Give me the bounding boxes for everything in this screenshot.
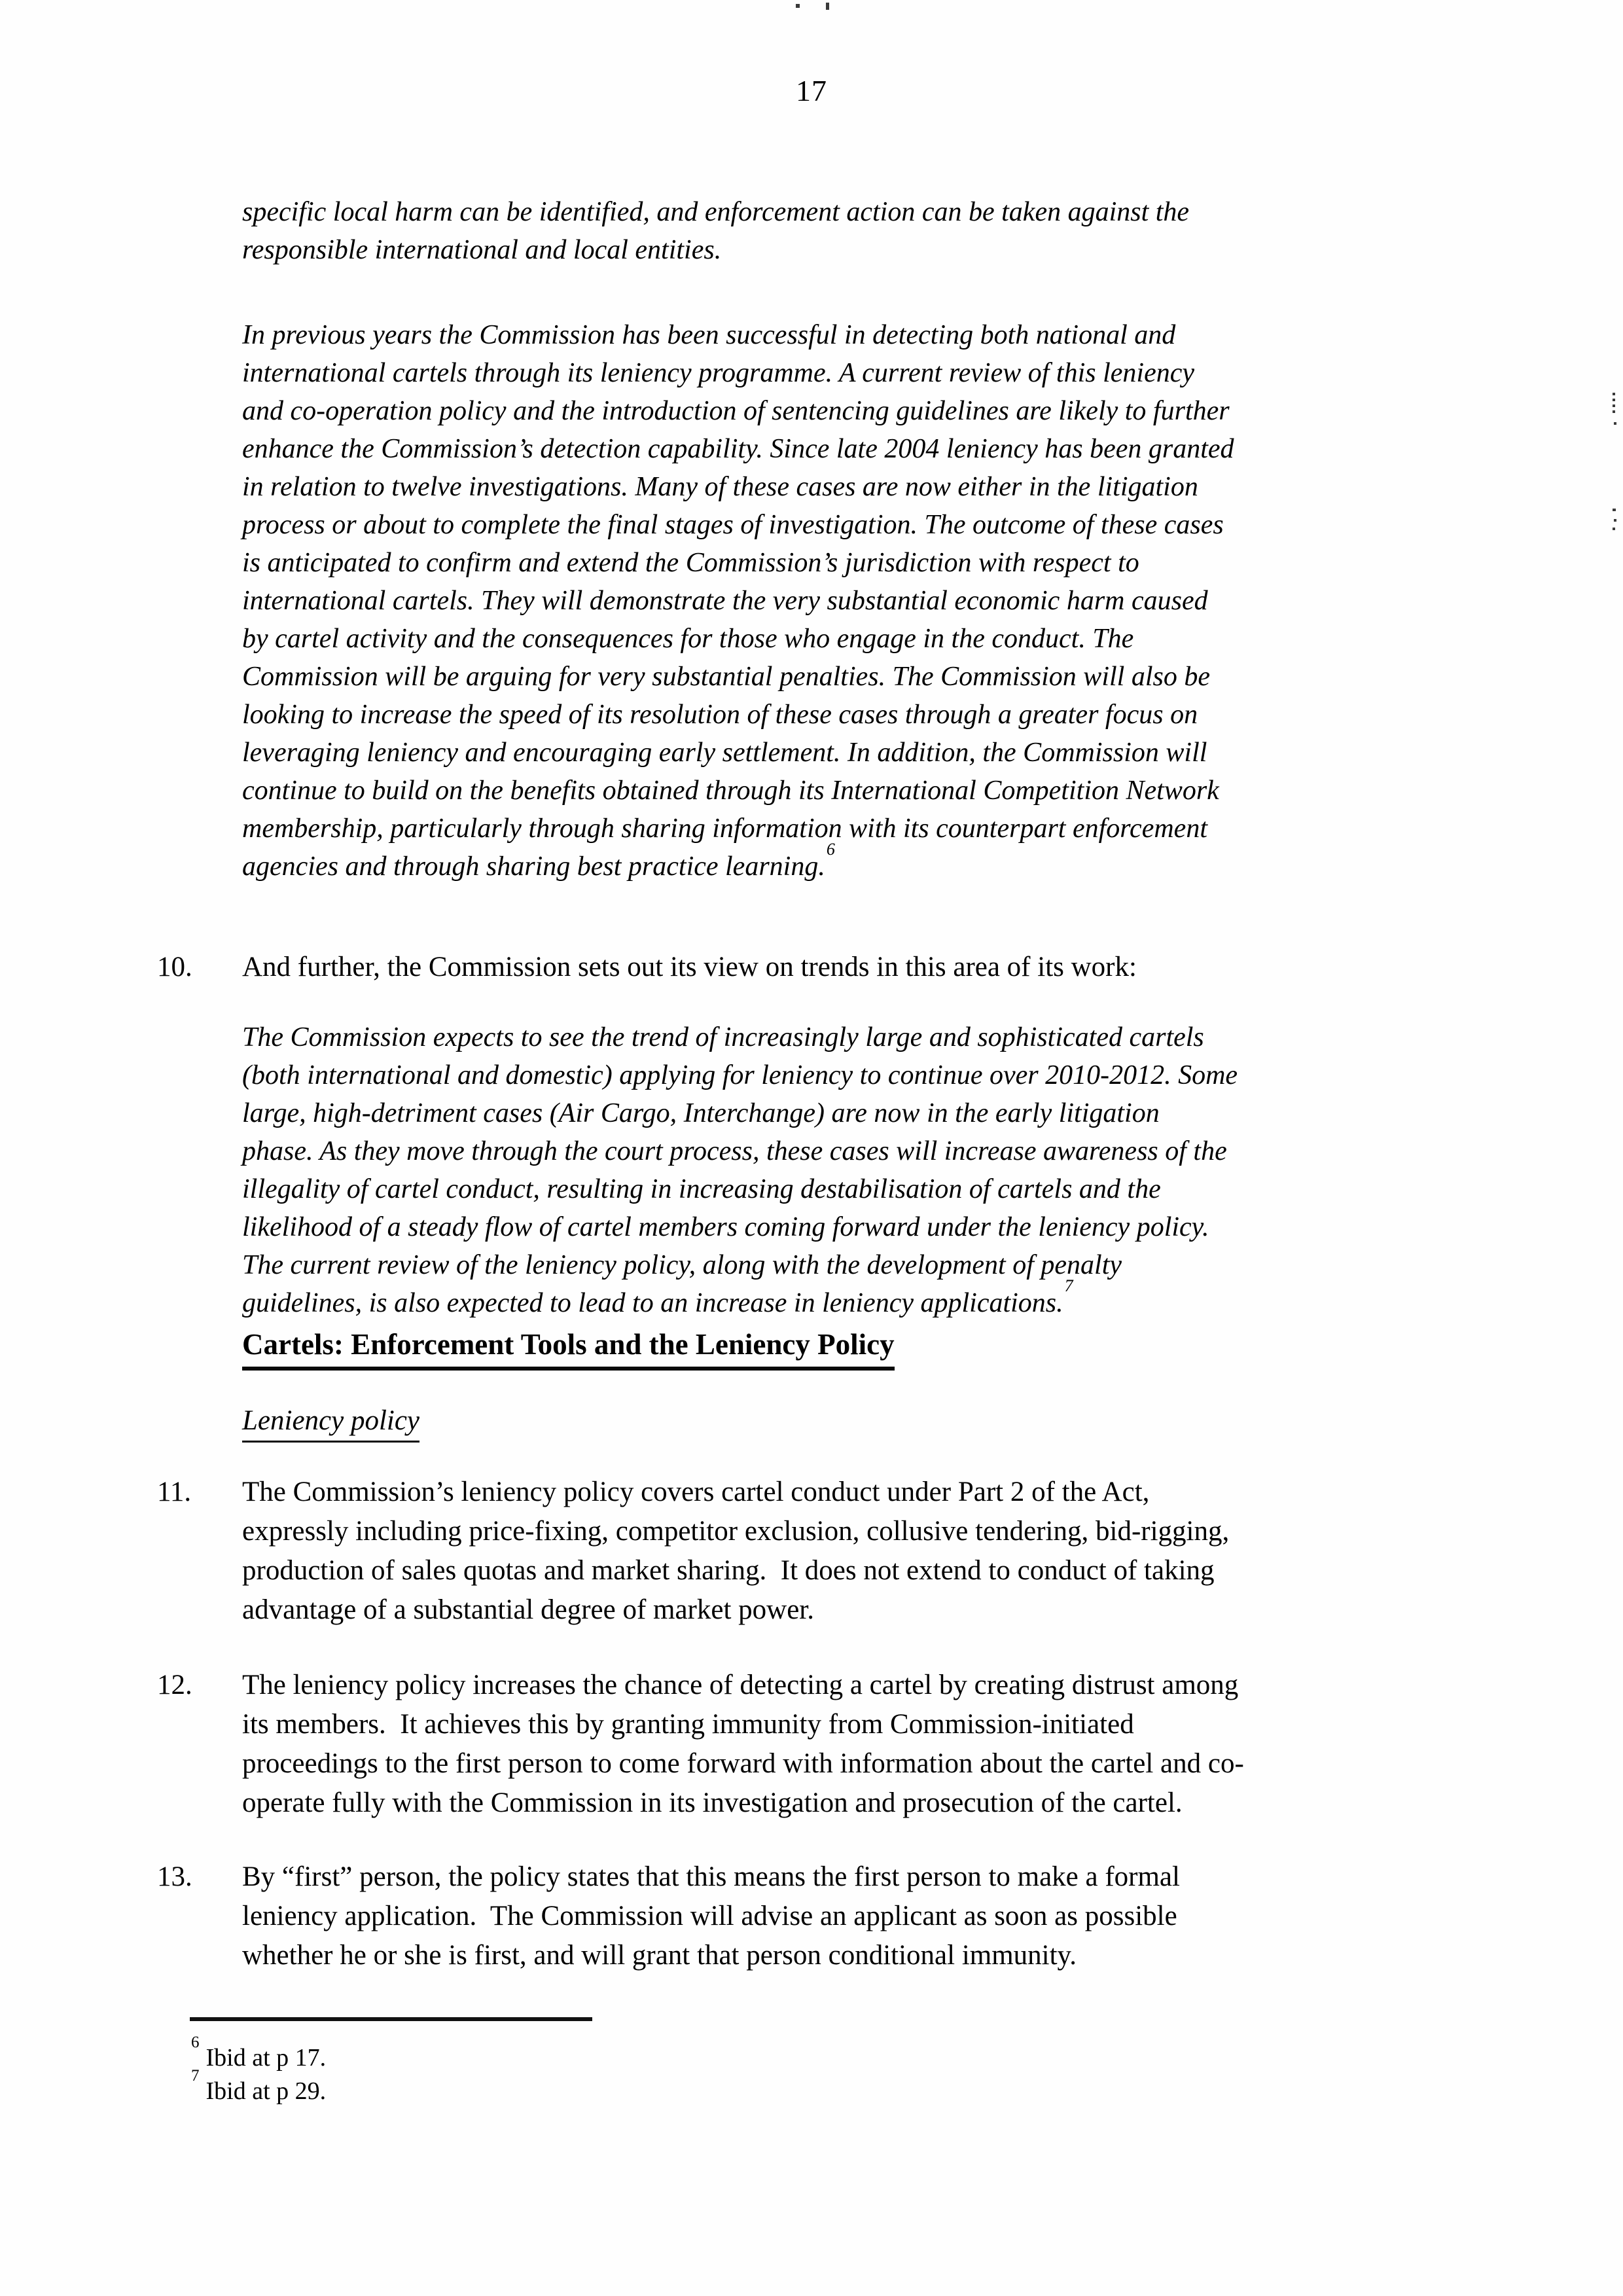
paragraph-13	[157, 1857, 1420, 1975]
scan-artifact	[1613, 399, 1615, 401]
footnote-divider	[190, 2017, 592, 2021]
footnote-ref-6: 6	[826, 840, 835, 859]
footnote-text: Ibid at p 29.	[205, 2077, 327, 2105]
text-line: likelihood of a steady flow of cartel members coming forward under the leniency policy.	[242, 1212, 1209, 1242]
footnote-6	[191, 2034, 327, 2073]
text-line: expressly including price-fixing, competitor exclusion, collusive tendering, bid-rigging,	[242, 1516, 1230, 1547]
scan-artifact	[1613, 509, 1616, 511]
text-line: by cartel activity and the consequences for those who engage in the conduct. The	[242, 624, 1134, 654]
text-line: leveraging leniency and encouraging early settlement. In addition, the Commission will	[242, 738, 1207, 768]
text-line: in relation to twelve investigations. Many of these cases are now either in the litigation	[242, 472, 1198, 502]
block-quote-trends	[242, 1018, 1414, 1322]
scan-artifact	[796, 4, 800, 8]
paragraph-number: 12.	[157, 1670, 192, 1700]
paragraph-number: 13.	[157, 1861, 192, 1892]
paragraph-body	[242, 1666, 1420, 1823]
paragraph-body	[242, 948, 1420, 987]
text-line: The current review of the leniency policy, along with the development of penalty	[242, 1250, 1122, 1280]
footnote-7	[191, 2067, 327, 2106]
text-line: production of sales quotas and market sharing. It does not extend to conduct of taking	[242, 1555, 1215, 1586]
scan-artifact	[1613, 404, 1615, 407]
quote-lines	[242, 1018, 1414, 1284]
paragraph-body	[242, 1857, 1420, 1975]
block-quote-detection	[242, 316, 1414, 886]
text-line: (both international and domestic) applying for leniency to continue over 2010-2012. Some	[242, 1060, 1238, 1090]
text-line: The leniency policy increases the chance of detecting a cartel by creating distrust among	[242, 1670, 1239, 1700]
text-line: The Commission expects to see the trend of increasingly large and sophisticated cartels	[242, 1022, 1204, 1052]
quote-last-line	[242, 840, 1414, 886]
text-line: and co-operation policy and the introduction of sentencing guidelines are likely to further	[242, 396, 1230, 426]
quote-last-line	[242, 1276, 1414, 1322]
quote-last-line-text: guidelines, is also expected to lead to an increase in leniency applications.	[242, 1288, 1063, 1318]
footnote-ref-7: 7	[1064, 1276, 1073, 1295]
text-line: whether he or she is first, and will grant that person conditional immunity.	[242, 1940, 1077, 1971]
paragraph-number: 10.	[157, 952, 192, 982]
section-heading-text: Cartels: Enforcement Tools and the Leniency Policy	[242, 1327, 895, 1371]
text-line: specific local harm can be identified, and enforcement action can be taken against the	[242, 197, 1190, 227]
subsection-heading	[242, 1405, 419, 1443]
text-line: By “first” person, the policy states that this means the first person to make a formal	[242, 1861, 1180, 1892]
text-line: process or about to complete the final stages of investigation. The outcome of these cases	[242, 510, 1224, 540]
text-line: is anticipated to confirm and extend the Commission’s jurisdiction with respect to	[242, 548, 1139, 578]
scan-artifact	[1613, 528, 1615, 530]
footnote-marker: 7	[191, 2067, 200, 2085]
paragraph-10	[157, 948, 1420, 987]
text-line: The Commission’s leniency policy covers cartel conduct under Part 2 of the Act,	[242, 1477, 1150, 1507]
quote-lines	[242, 316, 1414, 848]
scan-artifact	[1613, 410, 1615, 413]
block-quote-intro	[242, 193, 1414, 269]
text-line: membership, particularly through sharing information with its counterpart enforcement	[242, 814, 1207, 844]
footnote-marker: 6	[191, 2034, 200, 2051]
text-line: continue to build on the benefits obtained through its International Competition Network	[242, 776, 1219, 806]
quote-last-line-text: agencies and through sharing best practice learning.	[242, 852, 825, 882]
text-line: In previous years the Commission has been successful in detecting both national and	[242, 320, 1176, 350]
scan-artifact	[1614, 422, 1616, 425]
paragraph-number: 11.	[157, 1477, 192, 1507]
text-line: illegality of cartel conduct, resulting in increasing destabilisation of cartels and the	[242, 1174, 1161, 1204]
scan-artifact	[826, 3, 829, 10]
text-line: international cartels through its leniency programme. A current review of this leniency	[242, 358, 1194, 388]
text-line: advantage of a substantial degree of market power.	[242, 1594, 814, 1625]
text-line: large, high-detriment cases (Air Cargo, Interchange) are now in the early litigation	[242, 1098, 1160, 1128]
text-line: phase. As they move through the court process, these cases will increase awareness of the	[242, 1136, 1227, 1166]
text-line: And further, the Commission sets out its view on trends in this area of its work:	[242, 952, 1137, 982]
text-line: Commission will be arguing for very substantial penalties. The Commission will also be	[242, 662, 1210, 692]
text-line: international cartels. They will demonstrate the very substantial economic harm caused	[242, 586, 1208, 616]
text-line: enhance the Commission’s detection capability. Since late 2004 leniency has been granted	[242, 434, 1234, 464]
scan-artifact	[1613, 393, 1615, 395]
subsection-heading-text: Leniency policy	[242, 1405, 419, 1443]
text-line: proceedings to the first person to come forward with information about the cartel and co-	[242, 1748, 1244, 1779]
text-line: leniency application. The Commission will advise an applicant as soon as possible	[242, 1901, 1177, 1931]
footnote-text: Ibid at p 17.	[205, 2043, 327, 2072]
text-line: responsible international and local entities.	[242, 235, 722, 265]
text-line: operate fully with the Commission in its investigation and prosecution of the cartel.	[242, 1787, 1183, 1818]
section-heading	[242, 1327, 895, 1371]
page-number: 17	[796, 74, 827, 107]
text-line: its members. It achieves this by granting immunity from Commission-initiated	[242, 1709, 1134, 1740]
scan-artifact	[1614, 519, 1616, 522]
paragraph-12	[157, 1666, 1420, 1823]
paragraph-body	[242, 1473, 1420, 1630]
paragraph-11	[157, 1473, 1420, 1630]
text-line: looking to increase the speed of its resolution of these cases through a greater focus on	[242, 700, 1198, 730]
